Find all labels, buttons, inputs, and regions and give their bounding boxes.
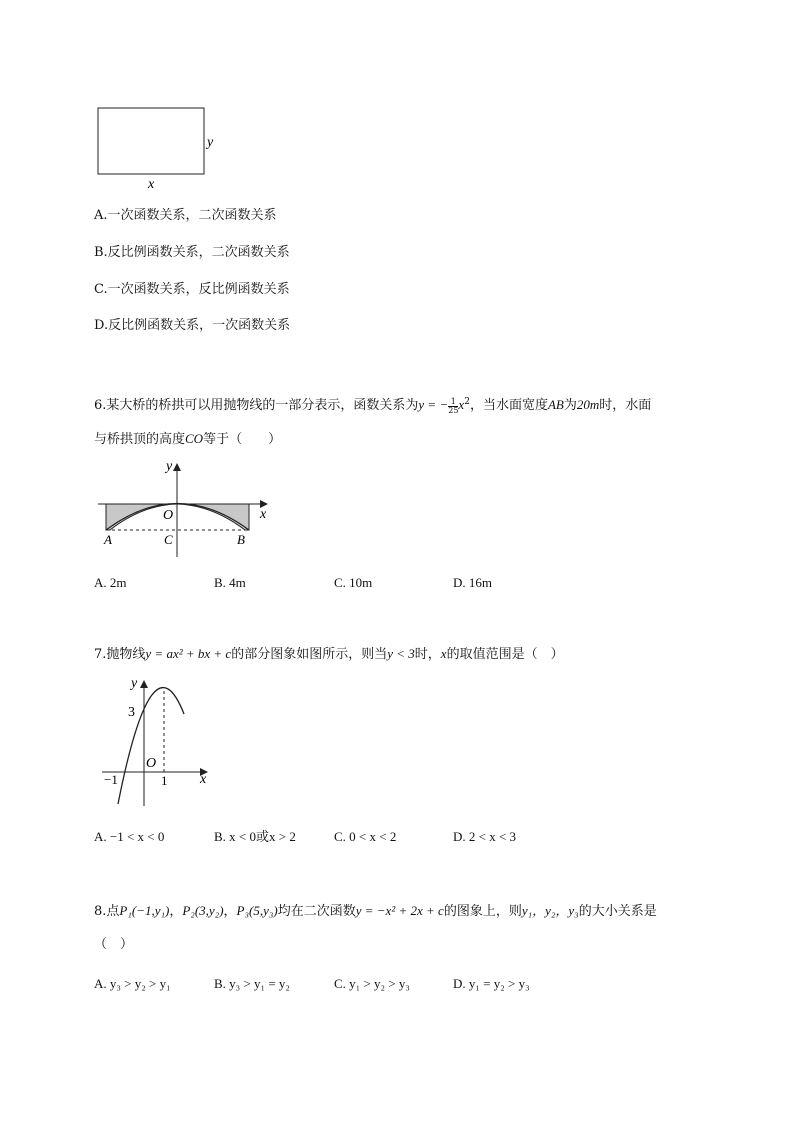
q7-stem-prefix: 7.抛物线 <box>94 647 146 662</box>
q5-option-a: A.一次函数关系，二次函数关系 <box>94 208 277 223</box>
q6-option-a: A. 2m <box>94 575 127 590</box>
rect-y-label: y <box>207 135 214 150</box>
q8-stem-line2: （ ） <box>94 937 134 952</box>
q6-formula-rhs: x <box>458 397 465 412</box>
label-o: O <box>163 508 174 523</box>
q6-option-b: B. 4m <box>214 575 246 590</box>
label-3: 3 <box>128 705 135 720</box>
y-axis-arrow <box>140 680 148 688</box>
q6-option-c: C. 10m <box>334 575 373 590</box>
q6-frac-den: 25 <box>448 406 459 415</box>
q7-option-c: C. 0 < x < 2 <box>334 829 397 844</box>
q8-option-d: D. y₁ = y₂ > y₃ <box>453 976 530 991</box>
y-axis-arrow <box>173 463 181 471</box>
q6-stem-line2-text: 与桥拱顶的高度 <box>94 432 186 447</box>
q6-ab: AB <box>547 397 564 412</box>
q6-co: CO <box>185 431 204 446</box>
q6-stem-prefix: 6.某大桥的桥拱可以用抛物线的一部分表示，函数关系为 <box>94 398 419 413</box>
label-a: A <box>104 532 112 547</box>
q8-stem-suffix: 的大小关系是 <box>578 904 657 919</box>
bridge-arch-figure <box>90 455 280 565</box>
label-o: O <box>146 756 157 771</box>
rectangle <box>98 108 204 174</box>
label-1: 1 <box>161 773 168 788</box>
q6-formula-lhs: y = − <box>418 397 449 412</box>
label-c: C <box>164 532 173 547</box>
q7-option-d: D. 2 < x < 3 <box>453 829 517 844</box>
q6-stem-suffix-a: ，当水面宽度 <box>469 398 548 413</box>
q7-option-a: A. −1 < x < 0 <box>94 829 165 844</box>
rectangle-figure <box>90 100 230 195</box>
q7-x: x <box>440 646 447 661</box>
right-shaded-region <box>177 504 249 530</box>
q7-stem <box>94 646 564 663</box>
q8-stem-mid2: 的图象上，则 <box>443 904 522 919</box>
q6-frac-num: 1 <box>448 398 458 407</box>
q7-option-b: B. x < 0或x > 2 <box>214 829 296 844</box>
q5-option-c: C.一次函数关系，反比例函数关系 <box>94 282 290 297</box>
label-y: y <box>166 459 173 474</box>
q8-option-b: B. y₃ > y₁ = y₂ <box>214 976 290 991</box>
q7-formula: y = ax² + bx + c <box>145 646 232 661</box>
q8-p1: P₁(−1,y₁) <box>119 903 170 918</box>
q8-p3: P₃(5,y₃) <box>236 903 278 918</box>
q6-stem-line1: 6.某大桥的桥拱可以用抛物线的一部分表示，函数关系为y = − $\frac{1}{25}$ $x^2$，当水面宽度AB为20m时，水面 <box>94 397 652 415</box>
q5-option-d: D.反比例函数关系，一次函数关系 <box>94 318 291 333</box>
label-b: B <box>237 532 245 547</box>
q5-option-b: B.反比例函数关系，二次函数关系 <box>94 245 290 260</box>
label-x: x <box>200 772 207 787</box>
q6-option-d: D. 16m <box>453 575 492 590</box>
q8-vars: y₁，y₂，y₃ <box>521 903 579 918</box>
q8-stem-line1: 8.点P₁(−1,y₁)，P₂(3,y₂)，P₃(5,y₃)均在二次函数y = −x² + 2x + c的图象上，则y₁，y₂，y₃的大小关系是 <box>94 903 657 919</box>
label-x: x <box>260 507 267 522</box>
q7-stem-mid: 的部分图象如图所示，则当 <box>231 647 388 662</box>
q6-stem-suffix-b: 为 <box>563 398 577 413</box>
q7-stem-mid2: 时， <box>414 647 441 662</box>
q7-stem-suffix: 的取值范围是（ ） <box>446 647 564 662</box>
q8-p2: P₂(3,y₂) <box>182 903 224 918</box>
q8-stem-mid: 均在二次函数 <box>277 904 356 919</box>
q6-stem-line2-end: 等于（ ） <box>203 432 282 447</box>
q7-condition: y < 3 <box>387 646 415 661</box>
parabola-graph-figure <box>98 672 218 812</box>
rect-x-label: x <box>148 177 155 192</box>
q8-stem-prefix: 8.点 <box>94 904 120 919</box>
q8-option-a: A. y₃ > y₂ > y₁ <box>94 976 171 991</box>
q6-stem-suffix-c: 时，水面 <box>599 398 652 413</box>
q8-formula: y = −x² + 2x + c <box>355 903 444 918</box>
q6-formula-fraction <box>448 398 458 415</box>
q6-width: 20m <box>576 397 600 412</box>
label-neg1: −1 <box>104 772 118 787</box>
q6-stem-line2 <box>94 431 281 448</box>
label-y: y <box>131 676 138 691</box>
q8-option-c: C. y₁ > y₂ > y₃ <box>334 976 410 991</box>
